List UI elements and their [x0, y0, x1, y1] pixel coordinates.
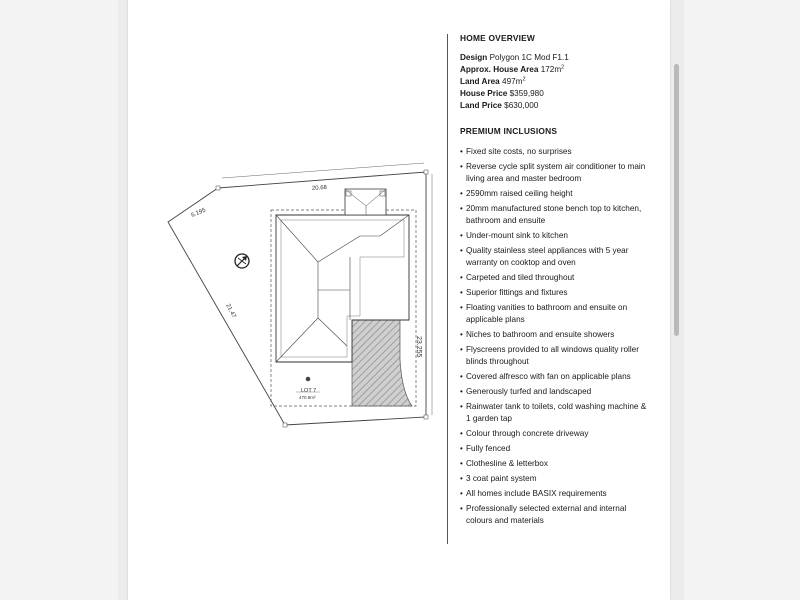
- inclusion-item: • Colour through concrete driveway: [460, 428, 650, 440]
- spec-value: $359,980: [509, 89, 544, 98]
- premium-inclusions-heading: PREMIUM INCLUSIONS: [460, 126, 558, 136]
- inclusion-item: • Flyscreens provided to all windows quality roller blinds throughout: [460, 344, 650, 368]
- inclusion-item: • Fully fenced: [460, 443, 650, 455]
- dim-top: 20.68: [311, 184, 328, 192]
- inclusion-item: • 3 coat paint system: [460, 473, 650, 485]
- inclusion-item: • Floating vanities to bathroom and ensuite on applicable plans: [460, 302, 650, 326]
- inclusion-item: • Niches to bathroom and ensuite showers: [460, 329, 650, 341]
- inclusions-list: [460, 146, 650, 527]
- inclusion-item: • Under-mount sink to kitchen: [460, 230, 650, 242]
- dim-line-top: [222, 163, 424, 178]
- dim-left: 21.47: [224, 303, 237, 320]
- inclusion-item: • Rainwater tank to toilets, cold washing machine & 1 garden tap: [460, 401, 650, 425]
- spec-row: [460, 76, 650, 88]
- driveway: [352, 320, 412, 406]
- spec-value: 172m: [540, 65, 562, 74]
- spec-superscript: 2: [561, 64, 565, 71]
- inclusion-item: • Superior fittings and fixtures: [460, 287, 650, 299]
- dim-top-left: 6.195: [190, 207, 207, 219]
- inclusion-item: • Fixed site costs, no surprises: [460, 146, 650, 158]
- spec-label: Land Area: [460, 77, 500, 86]
- home-overview-section: [460, 33, 650, 530]
- spec-value: $630,000: [504, 101, 539, 110]
- specs-list: [460, 52, 650, 112]
- inclusion-item: • Covered alfresco with fan on applicable plans: [460, 371, 650, 383]
- spec-label: Design: [460, 53, 488, 62]
- dim-right: 23.255: [415, 336, 422, 358]
- home-overview-heading: HOME OVERVIEW: [460, 33, 536, 43]
- inclusion-item: • 20mm manufactured stone bench top to kitchen, bathroom and ensuite: [460, 203, 650, 227]
- site-plan: [128, 0, 448, 600]
- inclusion-item: • 2590mm raised ceiling height: [460, 188, 650, 200]
- inclusion-item: • Professionally selected external and internal colours and materials: [460, 503, 650, 527]
- north-arrow: [235, 254, 249, 268]
- spec-label: House Price: [460, 89, 508, 98]
- spec-label: Approx. House Area: [460, 65, 539, 74]
- spec-label: Land Price: [460, 101, 502, 110]
- lot-area: 470.9m²: [299, 395, 316, 400]
- inclusion-item: • Carpeted and tiled throughout: [460, 272, 650, 284]
- spec-row: [460, 100, 650, 112]
- spec-value: Polygon 1C Mod F1.1: [489, 53, 569, 62]
- spec-superscript: 2: [522, 76, 526, 83]
- column-divider: [447, 34, 448, 544]
- spec-row: [460, 88, 650, 100]
- inclusion-item: • Quality stainless steel appliances with 5 year warranty on cooktop and oven: [460, 245, 650, 269]
- lot-label: LOT 7: [301, 388, 317, 394]
- spec-row: [460, 52, 650, 64]
- inclusion-item: • All homes include BASIX requirements: [460, 488, 650, 500]
- scrollbar-thumb[interactable]: [674, 64, 679, 336]
- viewer-margin-left: [118, 0, 128, 600]
- spec-value: 497m: [502, 77, 523, 86]
- spec-row: [460, 64, 650, 76]
- inclusion-item: • Generously turfed and landscaped: [460, 386, 650, 398]
- inclusion-item: • Clothesline & letterbox: [460, 458, 650, 470]
- inclusion-item: • Reverse cycle split system air conditioner to main living area and master bedroom: [460, 161, 650, 185]
- document-page: [128, 0, 670, 600]
